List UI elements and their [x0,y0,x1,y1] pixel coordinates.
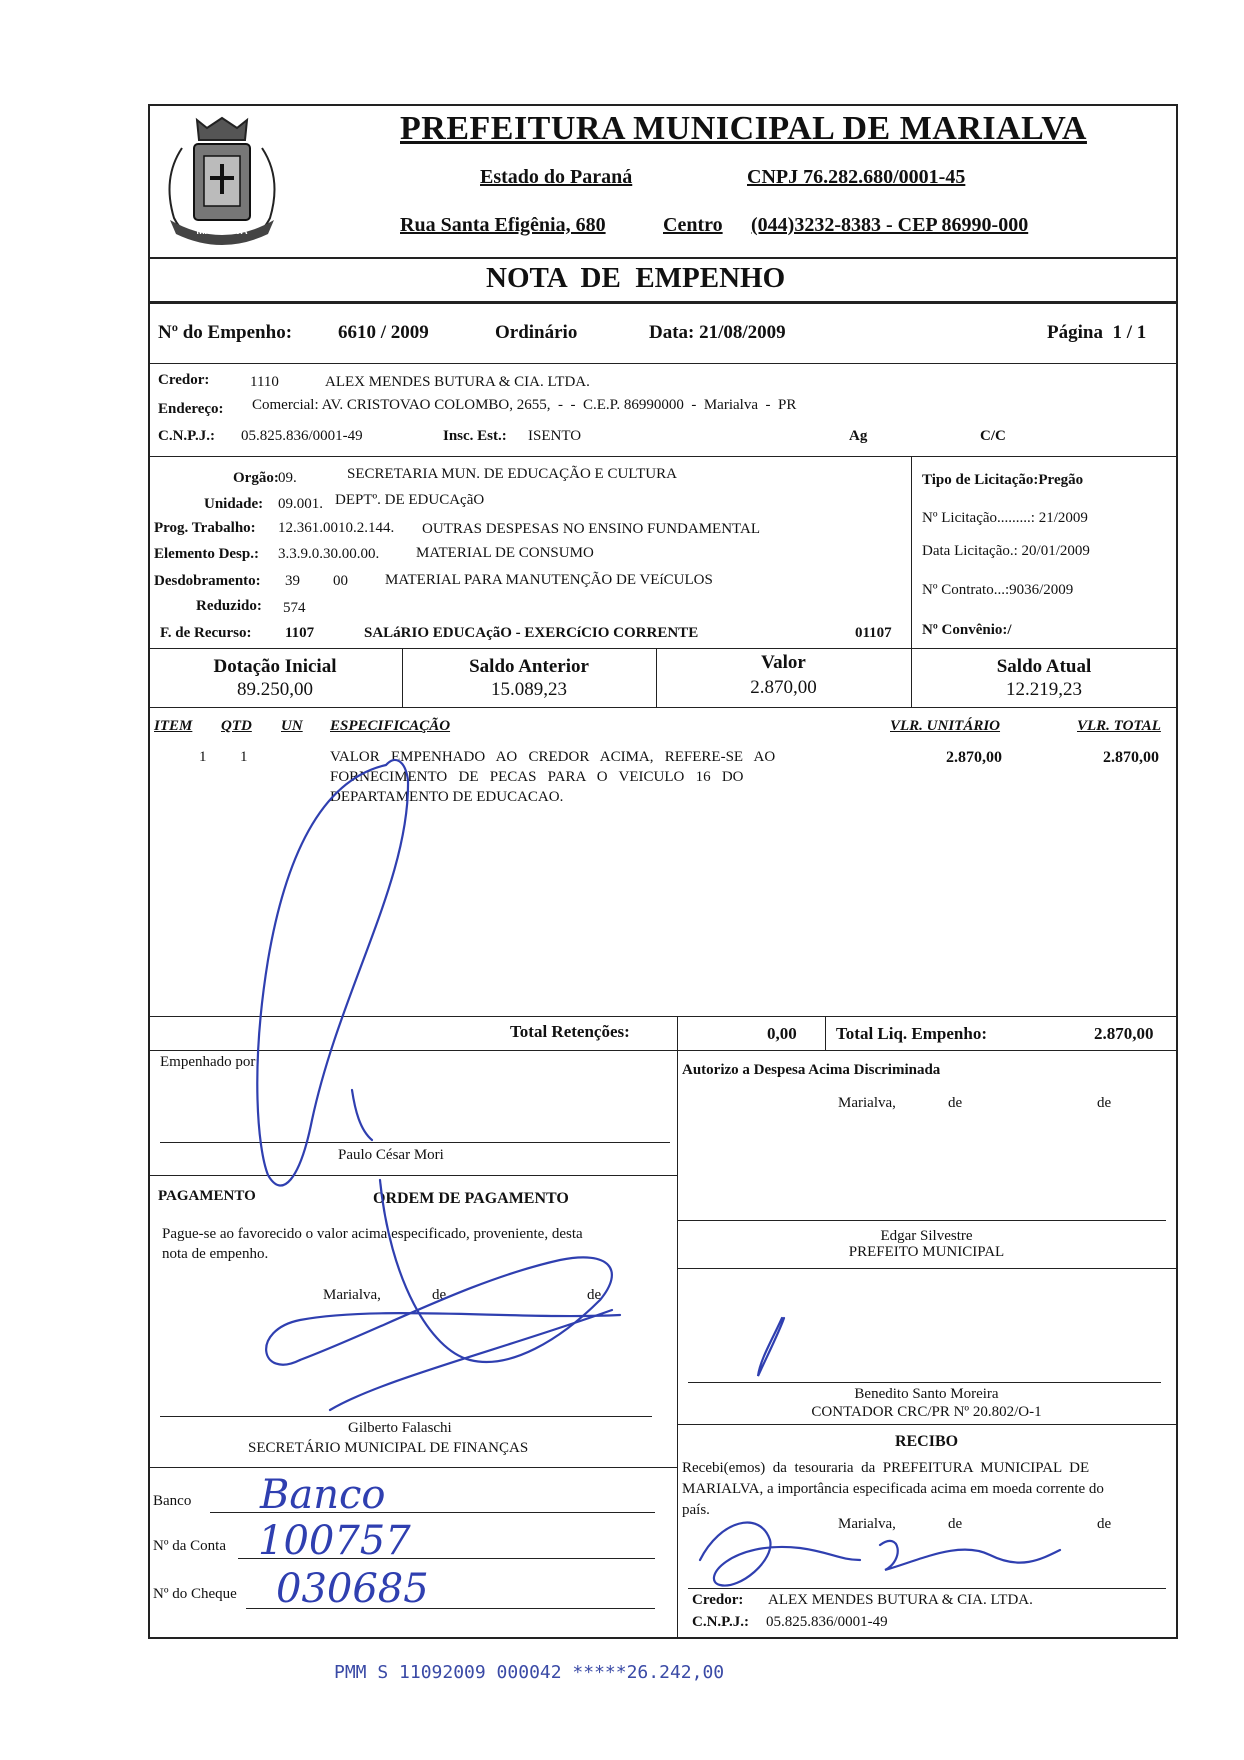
recibo-de-1: de [948,1516,963,1532]
agency-label: Ag [849,428,868,444]
recibo-signature-line [688,1588,1166,1589]
dotacao-label: Dotação Inicial [213,656,337,677]
secretario-name: Gilberto Falaschi [348,1420,452,1436]
elemento-code: 3.3.9.0.30.00.00. [278,546,380,562]
pague-line1: Pague-se ao favorecido o valor acima especificado, proveniente, desta [162,1226,583,1242]
empenhado-signature-line [160,1142,670,1143]
rule-bal-3 [911,648,912,707]
recibo-credor-label: Credor: [692,1592,744,1608]
banco-label: Banco [153,1493,192,1509]
creditor-label: Credor: [158,372,210,388]
empenho-type: Ordinário [495,322,578,343]
rule-left-2 [148,1467,677,1468]
pagamento-label: PAGAMENTO [158,1188,256,1204]
rule-right-1 [677,1268,1176,1269]
elemento-name: MATERIAL DE CONSUMO [416,545,594,561]
phone-cep: (044)3232-8383 - CEP 86990-000 [751,214,1029,236]
unidade-label: Unidade: [204,496,264,512]
rule-creditor [148,456,1178,457]
rule-bal-1 [402,648,403,707]
item-number: 1 [199,749,207,765]
pague-line2: nota de empenho. [162,1246,269,1262]
recurso-code: 1107 [285,625,315,641]
item-spec-line3: DEPARTAMENTO DE EDUCACAO. [330,789,564,805]
rule-bottom-split [677,1016,678,1637]
conta-label: Nº da Conta [153,1538,226,1554]
empenho-label: Nº do Empenho: [158,322,293,343]
prog-name: OUTRAS DESPESAS NO ENSINO FUNDAMENTAL [422,521,760,537]
frame-left [148,104,150,1638]
recibo-line2: MARIALVA, a importância especificada acima em moeda corrente do [682,1481,1104,1497]
recurso-number: 01107 [855,625,892,641]
saldo-atual-label: Saldo Atual [996,656,1092,677]
municipality-title: PREFEITURA MUNICIPAL DE MARIALVA [400,110,1087,147]
rule-totals [148,1050,1178,1051]
orgao-name: SECRETARIA MUN. DE EDUCAÇÃO E CULTURA [347,466,677,482]
item-spec-line2: FORNECIMENTO DE PECAS PARA O VEICULO 16 DO [330,769,744,785]
retencoes-value: 0,00 [767,1024,797,1043]
recibo-cnpj-label: C.N.P.J.: [692,1614,749,1630]
creditor-name: ALEX MENDES BUTURA & CIA. LTDA. [325,374,590,390]
creditor-code: 1110 [250,374,279,390]
autorizo-city: Marialva, [838,1095,896,1111]
unidade-code: 09.001. [278,496,323,512]
desdobramento-a: 39 [285,573,300,589]
rule-summary [148,363,1178,364]
rule-right-2 [677,1424,1176,1425]
frame-top [148,104,1178,106]
empenhado-name: Paulo César Mori [338,1147,444,1163]
retencoes-label: Total Retenções: [510,1022,630,1041]
creditor-ie-label: Insc. Est.: [443,428,507,444]
frame-right [1176,104,1178,1638]
prefeito-signature-line [678,1220,1166,1221]
rule-totals-split [825,1016,826,1050]
rule-items [148,1016,1178,1017]
prog-label: Prog. Trabalho: [154,520,256,536]
ordem-label: ORDEM DE PAGAMENTO [373,1190,569,1207]
saldo-atual-value: 12.219,23 [1006,679,1082,700]
contador-signature-line [688,1382,1161,1383]
licitacao-numero: Nº Licitação.........: 21/2009 [922,510,1088,526]
cheque-handwritten-value: 030685 [276,1566,429,1612]
valor-value: 2.870,00 [750,677,817,698]
item-total-value: 2.870,00 [1103,749,1159,766]
creditor-cnpj-label: C.N.P.J.: [158,428,215,444]
secretario-title: SECRETÁRIO MUNICIPAL DE FINANÇAS [248,1440,529,1456]
page-number: Página 1 / 1 [1047,322,1147,343]
district: Centro [663,214,723,236]
contador-title: CONTADOR CRC/PR Nº 20.802/O-1 [811,1404,1042,1420]
pagamento-city: Marialva, [323,1287,381,1303]
creditor-address-label: Endereço: [158,401,224,417]
recibo-cnpj: 05.825.836/0001-49 [766,1614,888,1630]
pagamento-de-1: de [432,1287,447,1303]
conta-handwritten-value: 100757 [258,1518,411,1564]
creditor-ie: ISENTO [528,428,582,444]
prefeito-name: Edgar Silvestre [880,1228,973,1244]
col-header-spec: ESPECIFICAÇÃO [330,718,451,734]
orgao-label: Orgão: [233,470,279,486]
recibo-city: Marialva, [838,1516,896,1532]
secretario-signature-line [160,1416,652,1417]
item-qtd: 1 [240,749,248,765]
creditor-cnpj: 05.825.836/0001-49 [241,428,363,444]
desdobramento-b: 00 [333,573,348,589]
prefeito-title: PREFEITO MUNICIPAL [848,1244,1005,1260]
recibo-line1: Recebi(emos) da tesouraria da PREFEITURA MUNICIPAL DE [682,1460,1090,1476]
col-header-qtd: QTD [221,718,252,734]
recibo-credor-name: ALEX MENDES BUTURA & CIA. LTDA. [768,1592,1033,1608]
recibo-line3: país. [682,1502,710,1518]
pagamento-de-2: de [587,1287,602,1303]
reduzido-value: 574 [283,600,306,616]
dotacao-value: 89.250,00 [237,679,313,700]
licitacao-data: Data Licitação.: 20/01/2009 [922,543,1090,559]
mechanical-stamp: PMM S 11092009 000042 *****26.242,00 [334,1662,725,1683]
prog-code: 12.361.0010.2.144. [278,520,395,536]
empenhado-label: Empenhado por: [160,1054,260,1070]
desdobramento-name: MATERIAL PARA MANUTENÇÃO DE VEíCULOS [385,572,713,588]
col-header-item: ITEM [154,718,193,734]
frame-bottom [148,1637,1178,1639]
licitacao-tipo: Tipo de Licitação:Pregão [922,472,1084,488]
col-header-total: VLR. TOTAL [1077,718,1161,734]
creditor-address: Comercial: AV. CRISTOVAO COLOMBO, 2655, - - C.E.P. 86990000 - Marialva - PR [252,397,797,413]
rule-bal-2 [656,648,657,707]
rule-licitacao-divider [911,456,912,648]
liquido-label: Total Liq. Empenho: [836,1024,987,1043]
autorizo-de-2: de [1097,1095,1112,1111]
recurso-name: SALáRIO EDUCAçãO - EXERCíCIO CORRENTE [364,625,699,641]
col-header-unit: VLR. UNITÁRIO [890,718,1001,734]
empenho-date: Data: 21/08/2009 [649,322,786,343]
rule-balances [148,707,1178,708]
col-header-un: UN [281,718,303,734]
account-label: C/C [980,428,1006,444]
cheque-label: Nº do Cheque [153,1586,237,1602]
valor-label: Valor [761,652,806,673]
cnpj-label: CNPJ 76.282.680/0001-45 [747,166,966,188]
orgao-code: 09. [278,470,297,486]
empenho-number: 6610 / 2009 [338,322,429,343]
recibo-de-2: de [1097,1516,1112,1532]
item-unit-value: 2.870,00 [946,749,1002,766]
licitacao-convenio: Nº Convênio:/ [922,622,1012,638]
svg-text:MARIALVA: MARIALVA [196,226,248,237]
rule-title [148,301,1178,304]
municipal-crest-icon [152,108,292,254]
banco-handwritten-value: Banco [260,1472,386,1518]
document-title: NOTA DE EMPENHO [486,262,786,294]
rule-left-1 [148,1175,677,1176]
saldo-anterior-value: 15.089,23 [491,679,567,700]
unidade-name: DEPTº. DE EDUCAçãO [335,492,485,508]
elemento-label: Elemento Desp.: [154,546,259,562]
autorizo-label: Autorizo a Despesa Acima Discriminada [682,1062,941,1078]
autorizo-de-1: de [948,1095,963,1111]
licitacao-contrato: Nº Contrato...:9036/2009 [922,582,1074,598]
item-spec-line1: VALOR EMPENHADO AO CREDOR ACIMA, REFERE-SE AO [330,749,776,765]
saldo-anterior-label: Saldo Anterior [469,656,589,677]
desdobramento-label: Desdobramento: [154,573,261,589]
rule-header [148,257,1178,259]
liquido-value: 2.870,00 [1094,1024,1154,1043]
contador-name: Benedito Santo Moreira [854,1386,999,1402]
state-label: Estado do Paraná [480,166,633,188]
rule-budget [148,648,1178,649]
recurso-label: F. de Recurso: [160,625,252,641]
recibo-title: RECIBO [894,1433,959,1450]
street-address: Rua Santa Efigênia, 680 [400,214,606,236]
reduzido-label: Reduzido: [196,598,262,614]
